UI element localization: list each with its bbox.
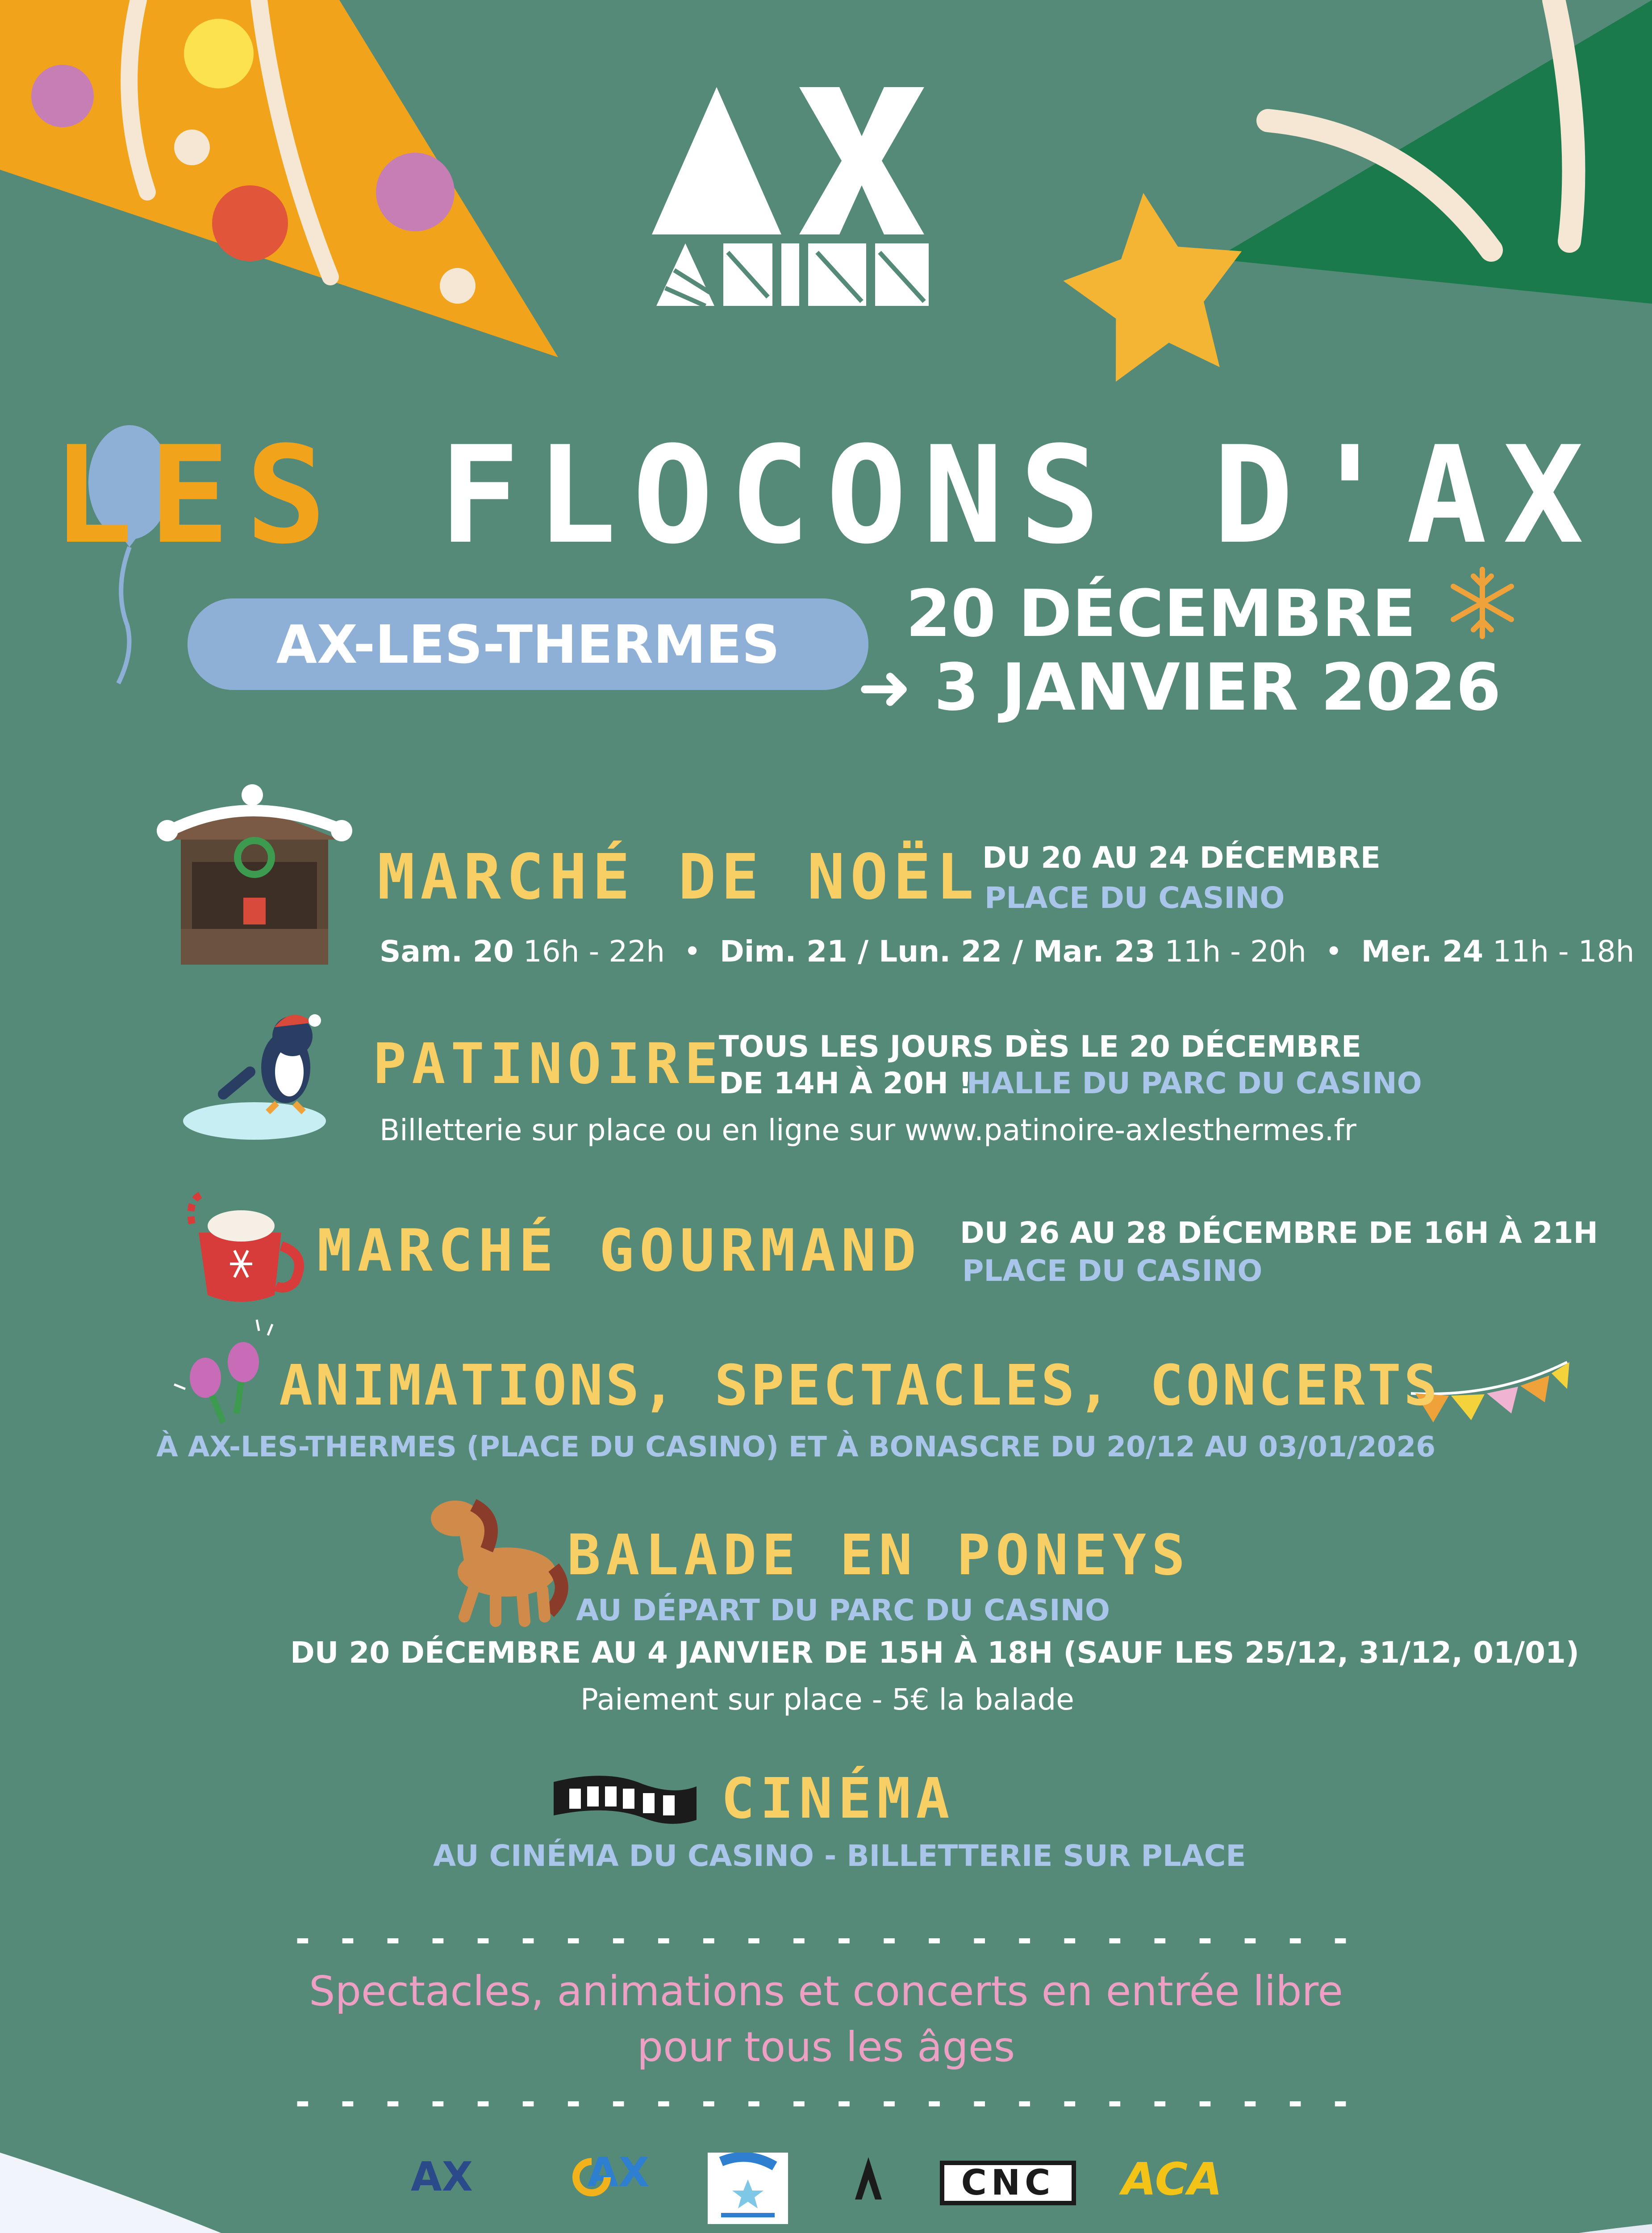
snow-ground-icon: [0, 2149, 1652, 2233]
christmas-tree-icon: [1214, 0, 1652, 304]
section-title-animations: ANIMATIONS, SPECTACLES, CONCERTS: [279, 1353, 1440, 1418]
marche-gourmand-dates: DU 26 AU 28 DÉCEMBRE DE 16H À 21H: [960, 1216, 1598, 1250]
poneys-dates: DU 20 DÉCEMBRE AU 4 JANVIER DE 15H À 18H (SAUF LES 25/12, 31/12, 01/01): [290, 1635, 1580, 1670]
market-stall-icon: [157, 784, 352, 965]
schedule-separator-1: •: [684, 934, 701, 969]
animations-place: À AX-LES-THERMES (PLACE DU CASINO) ET À BONASCRE DU 20/12 AU 03/01/2026: [156, 1430, 1436, 1463]
sponsor-ax-logo: [411, 2154, 540, 2206]
mountain-icon: [828, 2153, 909, 2202]
famille-plus-icon: [708, 2153, 788, 2224]
schedule-day-3: Mer. 24: [1361, 934, 1484, 969]
schedule-day-2: Dim. 21 / Lun. 22 / Mar. 23: [720, 934, 1156, 969]
schedule-hours-3: 11h - 18h: [1493, 934, 1635, 969]
penguin-skating-icon: [183, 1014, 326, 1140]
schedule-hours-1: 16h - 22h: [523, 934, 665, 969]
cinema-place: AU CINÉMA DU CASINO - BILLETTERIE SUR PLACE: [433, 1839, 1246, 1873]
location-pill: AX-LES-THERMES: [188, 598, 868, 690]
footer-separator-bottom: - - - - - - - - - - - - - - - - - - - - - - - -: [295, 2081, 1357, 2123]
page-title: [0, 418, 1652, 573]
free-entry-line2: pour tous les âges: [637, 2023, 1015, 2071]
title-part-flocons: FLOCONS D'AX: [439, 418, 1600, 573]
party-hat-icon: [0, 0, 558, 357]
section-title-patinoire: PATINOIRE: [373, 1032, 724, 1096]
date-end: ➜ 3 JANVIER 2026: [857, 650, 1501, 725]
free-entry-line1: Spectacles, animations et concerts en entrée libre: [309, 1967, 1343, 2015]
sponsor-cnc-name: CNC: [961, 2163, 1055, 2203]
sponsor-cnc-logo: [940, 2161, 1076, 2205]
sponsor-thermes-name: AX: [587, 2149, 650, 2196]
pony-icon: [431, 1501, 562, 1621]
section-title-cinema: CINÉMA: [721, 1766, 955, 1831]
schedule-day-1: Sam. 20: [380, 934, 514, 969]
anim-logo-icon: [656, 243, 929, 306]
section-title-poneys: BALADE EN PONEYS: [567, 1523, 1191, 1588]
sponsor-aca-logo: [1107, 2153, 1237, 2206]
hot-chocolate-icon: [191, 1195, 300, 1302]
star-icon: [1053, 180, 1257, 387]
patinoire-place: HALLE DU PARC DU CASINO: [967, 1066, 1422, 1100]
patinoire-line2: DE 14H À 20H !: [719, 1066, 972, 1100]
film-strip-icon: [554, 1776, 697, 1824]
schedule-hours-2: 11h - 20h: [1164, 934, 1306, 969]
marche-noel-schedule: [380, 934, 1635, 969]
marche-gourmand-place: PLACE DU CASINO: [962, 1254, 1263, 1288]
sponsor-famille-plus-logo: [708, 2153, 788, 2224]
marche-noel-dates: DU 20 AU 24 DÉCEMBRE: [982, 841, 1381, 875]
date-start: 20 DÉCEMBRE: [905, 576, 1416, 652]
sponsor-ax-thermes-logo: [567, 2149, 670, 2215]
schedule-separator-2: •: [1325, 934, 1343, 969]
footer-separator-top: - - - - - - - - - - - - - - - - - - - - - - - -: [295, 1918, 1357, 1960]
marche-noel-place: PLACE DU CASINO: [985, 881, 1285, 915]
title-part-les: LES: [52, 418, 342, 573]
sponsor-aca-name: ACA: [1122, 2153, 1222, 2205]
section-title-marche-noel: MARCHÉ DE NOËL: [377, 841, 980, 914]
patinoire-tickets: Billetterie sur place ou en ligne sur www.patinoire-axlesthermes.fr: [380, 1113, 1356, 1147]
patinoire-line1: TOUS LES JOURS DÈS LE 20 DÉCEMBRE: [719, 1029, 1362, 1064]
sponsor-pyrenees-logo: [828, 2153, 909, 2233]
poneys-price: Paiement sur place - 5€ la balade: [580, 1682, 1074, 1717]
sun-icon: [567, 2153, 616, 2202]
sponsor-ax-name: AX: [411, 2154, 473, 2200]
maracas-icon: [174, 1320, 272, 1422]
poneys-place: AU DÉPART DU PARC DU CASINO: [576, 1593, 1110, 1627]
ax-logo-icon: [652, 87, 929, 234]
section-title-marche-gourmand: MARCHÉ GOURMAND: [317, 1217, 922, 1284]
